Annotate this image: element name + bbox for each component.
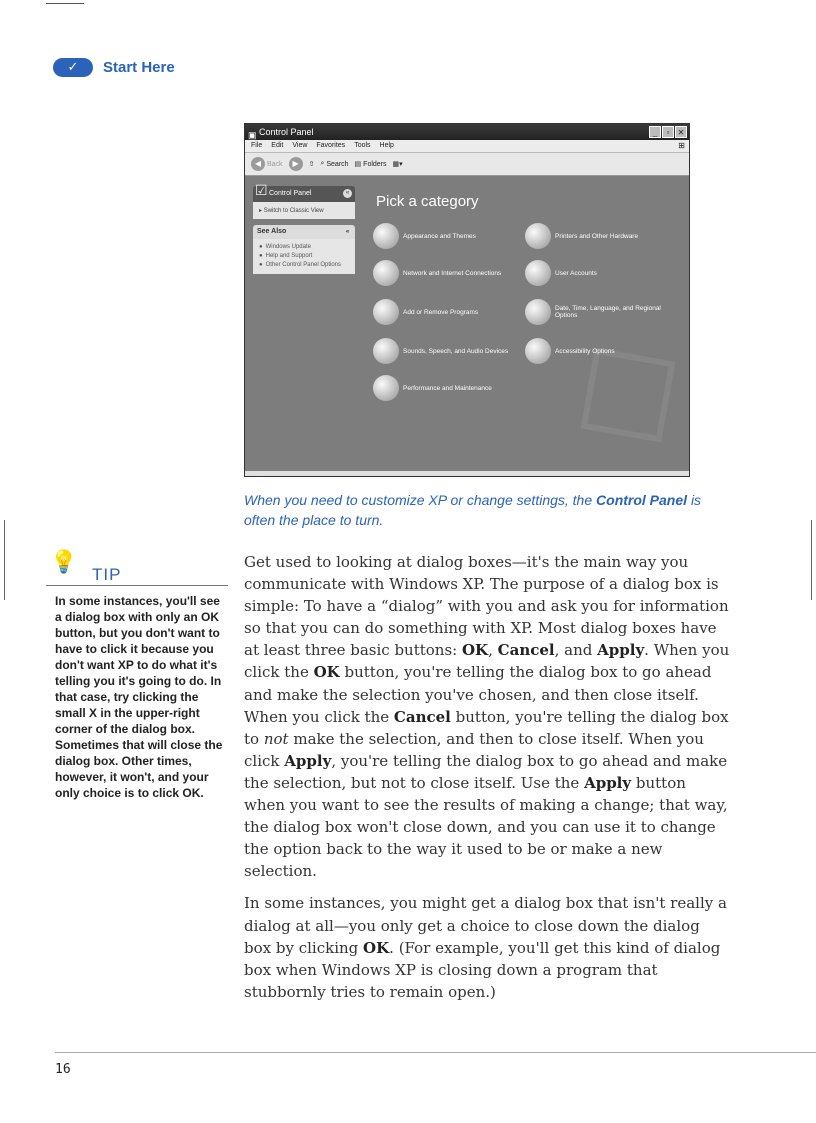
help-icon: ● bbox=[259, 253, 263, 259]
category-add-remove[interactable]: Add or Remove Programs bbox=[373, 299, 478, 325]
control-panel-icon: ▣ bbox=[248, 130, 257, 140]
category-printers[interactable]: Printers and Other Hardware bbox=[525, 223, 638, 249]
windows-update-link[interactable]: ● Windows Update bbox=[259, 244, 311, 250]
help-support-link[interactable]: ● Help and Support bbox=[259, 253, 313, 259]
checkmark-icon: ✓ bbox=[53, 58, 93, 77]
section-title: Start Here bbox=[103, 59, 175, 76]
search-icon: ⌕ bbox=[320, 160, 325, 167]
menu-favorites[interactable]: Favorites bbox=[316, 142, 346, 149]
menu-tools[interactable]: Tools bbox=[354, 142, 371, 149]
maximize-button[interactable]: ▫ bbox=[662, 126, 674, 138]
status-bar bbox=[245, 471, 689, 476]
left-task-pane bbox=[253, 182, 355, 274]
category-sounds[interactable]: Sounds, Speech, and Audio Devices bbox=[373, 338, 508, 364]
performance-icon bbox=[373, 375, 399, 401]
body-text bbox=[244, 551, 730, 1013]
calendar-icon bbox=[525, 299, 551, 325]
folders-icon: ▤ bbox=[354, 161, 362, 168]
forward-button[interactable]: ▶ bbox=[289, 157, 303, 171]
category-performance[interactable]: Performance and Maintenance bbox=[373, 375, 492, 401]
footer-rule bbox=[55, 1052, 816, 1053]
tip-rule bbox=[46, 585, 228, 586]
menu-help[interactable]: Help bbox=[379, 142, 394, 149]
folders-button[interactable]: ▤ Folders bbox=[354, 160, 387, 168]
see-also-header: See Also « bbox=[253, 225, 355, 239]
back-arrow-icon: ◀ bbox=[251, 157, 265, 171]
control-panel-pane-header: ☑ Control Panel « bbox=[253, 186, 355, 202]
tip-label: TIP bbox=[92, 565, 122, 584]
figure-caption: When you need to customize XP or change settings, the Control Panel is often the place to turn. bbox=[244, 492, 702, 528]
programs-icon bbox=[373, 299, 399, 325]
windows-logo-icon: ⊞ bbox=[678, 141, 685, 150]
pick-a-category-heading: Pick a category bbox=[376, 193, 479, 210]
category-date-time[interactable]: Date, Time, Language, and Regional Options bbox=[525, 299, 675, 325]
up-folder-icon[interactable]: ⇧ bbox=[308, 161, 315, 168]
printer-icon bbox=[525, 223, 551, 249]
windows-update-icon: ● bbox=[259, 244, 263, 250]
top-rule bbox=[46, 3, 84, 4]
switch-classic-view-link[interactable]: ▸ Switch to Classic View bbox=[259, 208, 324, 214]
back-button[interactable]: ◀ Back bbox=[251, 157, 283, 171]
category-appearance[interactable]: Appearance and Themes bbox=[373, 223, 476, 249]
minimize-button[interactable]: _ bbox=[649, 126, 661, 138]
menu-bar bbox=[245, 140, 689, 153]
category-network[interactable]: Network and Internet Connections bbox=[373, 260, 501, 286]
collapse-icon[interactable]: « bbox=[343, 189, 352, 198]
other-options-link[interactable]: ● Other Control Panel Options bbox=[259, 262, 341, 268]
views-icon[interactable]: ▦▾ bbox=[392, 161, 403, 168]
collapse-icon[interactable]: « bbox=[343, 228, 352, 237]
search-button[interactable]: ⌕ Search bbox=[320, 160, 349, 168]
control-panel-check-icon: ☑ bbox=[255, 182, 268, 198]
left-margin-mark bbox=[4, 520, 5, 600]
tip-text: In some instances, you'll see a dialog box with only an OK button, but you don't want to have to click it because you don't want XP to do what it's telling you it's going to do. In that case, try clicking the small X in the upper-right corner of the dialog box. Sometimes that will close the dialog box. Other times, however, it won't, and your only choice is to click OK. bbox=[55, 594, 223, 800]
options-icon: ● bbox=[259, 262, 263, 268]
users-icon bbox=[525, 260, 551, 286]
menu-edit[interactable]: Edit bbox=[271, 142, 284, 149]
paragraph: In some instances, you might get a dialog box that isn't really a dialog at all—you only get a choice to close down the dialog box by clicking OK. (For example, you'll get this kind of dialog box when Windows XP is closing down a program that stubbornly tries to remain open.) bbox=[244, 894, 727, 1001]
window-title: Control Panel bbox=[259, 127, 314, 137]
close-button[interactable]: ✕ bbox=[675, 126, 687, 138]
window-titlebar bbox=[245, 124, 689, 140]
menu-file[interactable]: File bbox=[251, 142, 263, 149]
page-number: 16 bbox=[55, 1062, 71, 1077]
category-accessibility[interactable]: Accessibility Options bbox=[525, 338, 615, 364]
menu-view[interactable]: View bbox=[292, 142, 308, 149]
accessibility-icon bbox=[525, 338, 551, 364]
category-user-accounts[interactable]: User Accounts bbox=[525, 260, 597, 286]
appearance-icon bbox=[373, 223, 399, 249]
right-margin-mark bbox=[811, 520, 812, 600]
network-icon bbox=[373, 260, 399, 286]
lightbulb-icon: 💡 bbox=[50, 550, 78, 575]
control-panel-screenshot bbox=[244, 123, 690, 477]
toolbar bbox=[245, 153, 689, 176]
sound-icon bbox=[373, 338, 399, 364]
paragraph: Get used to looking at dialog boxes—it's the main way you communicate with Windows XP. The purpose of a dialog box is simple: To have a “dialog” with you and ask you for information so that you can do something with XP. Most dialog boxes have at least three basic buttons: OK, Cancel, and Apply. When you click the OK button, you're telling the dialog box to go ahead and make the selection you've chosen, and then close itself. When you click the Cancel button, you're telling the dialog box to not make the selection, and then to close itself. When you click Apply, you're telling the dialog box to go ahead and make the selection, but not to close itself. Use the Apply button when you want to see the results of making a change; that way, the dialog box won't close down, and you can use it to change the option back to the way it used to be or make a new selection. bbox=[244, 553, 730, 881]
